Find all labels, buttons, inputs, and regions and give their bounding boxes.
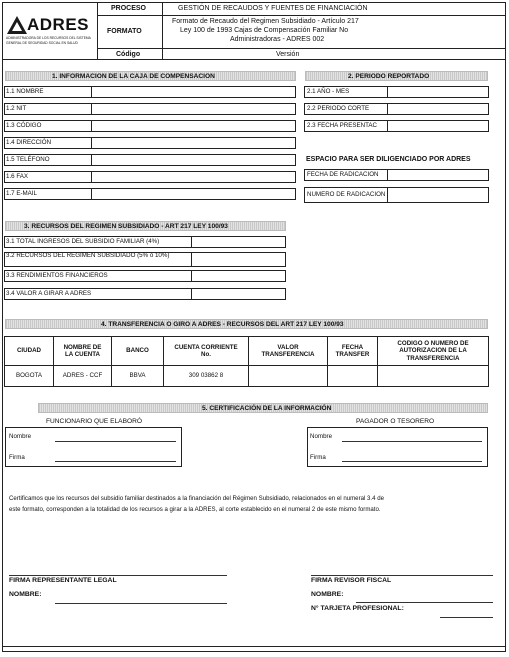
proceso-value: GESTIÓN DE RECAUDOS Y FUENTES DE FINANCIACIÓN [178,5,368,12]
field-1-7-input[interactable] [91,189,295,199]
section-4-band [5,319,488,329]
field-3-1-label: 3.1 TOTAL INGRESOS DEL SUBSIDIO FAMILIAR (4%) [6,238,160,245]
field-3-4-label: 3.4 VALOR A GIRAR A ADRES [6,290,92,297]
field-1-7-label: 1.7 E-MAIL [6,190,37,197]
funcionario-firma-input[interactable] [55,461,176,462]
field-1-2-label: 1.2 NIT [6,105,27,112]
funcionario-nombre-label: Nombre [9,433,32,440]
col-nombre-cuenta: NOMBRE DE LA CUENTA [53,336,112,366]
field-1-5-input[interactable] [91,155,295,165]
pagador-heading: PAGADOR O TESORERO [356,418,435,425]
proceso-label: PROCESO [111,5,147,12]
col-banco: BANCO [111,336,164,366]
version-label: Versión [276,51,300,58]
field-2-2-label: 2.2 PERIODO CORTE [307,105,370,112]
tarjeta-profesional-label: N° TARJETA PROFESIONAL: [311,605,404,612]
codigo-label: Código [116,51,141,58]
logo-subtitle-2: GENERAL DE SEGURIDAD SOCIAL EN SALUD [6,41,78,45]
funcionario-heading: FUNCIONARIO QUE ELABORÓ [46,418,142,425]
field-1-3-input[interactable] [91,121,295,131]
logo-subtitle-1: ADMINISTRADORA DE LOS RECURSOS DEL SISTEMA [6,36,91,40]
formato-value-2: Ley 100 de 1993 Cajas de Compensación Familiar No [180,27,349,34]
section-2-band [305,71,488,81]
funcionario-firma-label: Firma [9,454,25,461]
section-1-band [5,71,296,81]
section-2-title: 2. PERIODO REPORTADO [348,73,430,80]
formato-value-3: Administradoras - ADRES 002 [230,36,325,43]
field-1-5-label: 1.5 TELÉFONO [6,156,50,163]
revisor-nombre-label: NOMBRE: [311,591,344,598]
fecha-radicacion-input[interactable] [388,170,488,180]
field-1-2-input[interactable] [91,104,295,114]
certification-text-line-1: Certificamos que los recursos del subsidio familiar destinados a la financiación del Régimen Subsidiado, relacionados en el numeral 3.4 de [9,495,384,502]
field-3-4-input[interactable] [191,289,285,299]
row-cuenta-corriente[interactable]: 309 03862 8 [163,365,249,387]
representante-nombre-input[interactable] [55,603,227,604]
revisor-nombre-input[interactable] [356,602,493,603]
col-valor-transferencia: VALOR TRANSFERENCIA [248,336,328,366]
section-3-title: 3. RECURSOS DEL REGIMEN SUBSIDIADO - ART 217 LEY 100/93 [24,223,228,230]
col-codigo-autorizacion: CODIGO O NUMERO DE AUTORIZACION DE LA TRANSFERENCIA [377,336,489,366]
section-5-band [38,403,488,413]
row-nombre-cuenta[interactable]: ADRES - CCF [53,365,112,387]
row-valor-transferencia[interactable] [248,365,328,387]
field-1-1-label: 1.1 NOMBRE [6,88,44,95]
row-banco[interactable]: BBVA [111,365,164,387]
firma-revisor-title: FIRMA REVISOR FISCAL [311,577,392,584]
field-3-3-input[interactable] [191,271,285,281]
col-ciudad: CIUDAD [4,336,54,366]
field-3-1-input[interactable] [191,237,285,247]
formato-value-1: Formato de Recaudo del Regimen Subsidiado - Artículo 217 [172,18,359,25]
representante-nombre-label: NOMBRE: [9,591,42,598]
field-2-3-input[interactable] [388,121,488,131]
field-2-3-label: 2.3 FECHA PRESENTAC [307,122,378,129]
field-1-4-input[interactable] [91,138,295,148]
field-1-1-input[interactable] [91,87,295,97]
firma-revisor-line[interactable] [311,575,493,576]
field-2-2-input[interactable] [388,104,488,114]
pagador-firma-input[interactable] [342,461,482,462]
adres-logo [5,14,95,48]
pagador-firma-label: Firma [310,454,326,461]
section-1-title: 1. INFORMACION DE LA CAJA DE COMPENSACION [52,73,215,80]
field-1-4-label: 1.4 DIRECCIÓN [6,139,52,146]
field-1-6-label: 1.6 FAX [6,173,29,180]
adres-space-title: ESPACIO PARA SER DILIGENCIADO POR ADRES [306,156,471,163]
numero-radicacion-input[interactable] [388,188,488,202]
section-5-title: 5. CERTIFICACIÓN DE LA INFORMACIÓN [202,405,332,412]
firma-representante-title: FIRMA REPRESENTANTE LEGAL [9,577,117,584]
section-4-title: 4. TRANSFERENCIA O GIRO A ADRES - RECURSOS DEL ART 217 LEY 100/93 [101,321,344,328]
section-3-band [5,221,286,231]
fecha-radicacion-label: FECHA DE RADICACION [307,171,379,178]
field-1-6-input[interactable] [91,172,295,182]
field-3-2-input[interactable] [191,253,285,266]
row-ciudad[interactable]: BOGOTA [4,365,54,387]
pagador-nombre-input[interactable] [342,441,482,442]
adres-triangle-icon [6,15,28,35]
certification-text-line-2: este formato, corresponden a la totalidad de los recursos a girar a la ADRES, al corte establecido en el numeral 2 de este mismo formato. [9,506,381,513]
row-codigo-autorizacion[interactable] [377,365,489,387]
col-fecha-transfer: FECHA TRANSFER [327,336,378,366]
row-fecha-transfer[interactable] [327,365,378,387]
col-cuenta-corriente: CUENTA CORRIENTE No. [163,336,249,366]
field-3-2-label: 3.2 RECURSOS DEL REGIMEN SUBSIDIADO (5% ó 10%) [6,253,170,259]
field-1-3-label: 1.3 CÓDIGO [6,122,42,129]
numero-radicacion-label: NUMERO DE RADICACION [307,191,386,198]
tarjeta-profesional-input[interactable] [440,617,493,618]
field-2-1-input[interactable] [388,87,488,97]
firma-representante-line[interactable] [9,575,227,576]
pagador-nombre-label: Nombre [310,433,333,440]
bottom-rule [3,646,506,647]
logo-name: ADRES [27,15,90,34]
formato-label: FORMATO [107,28,142,35]
funcionario-nombre-input[interactable] [55,441,176,442]
field-3-3-label: 3.3 RENDIMIENTOS FINANCIEROS [6,272,108,279]
field-2-1-label: 2.1 AÑO - MES [307,88,350,95]
